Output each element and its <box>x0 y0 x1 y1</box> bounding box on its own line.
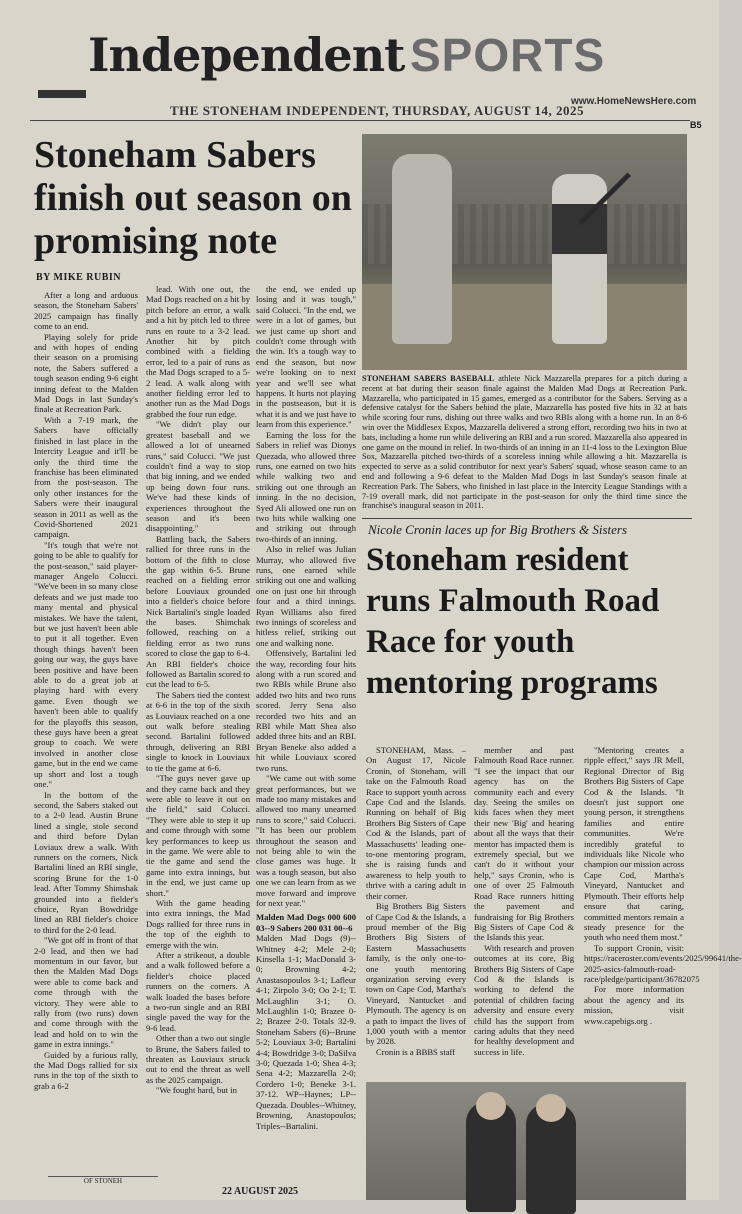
box-score: Malden Mad Dogs (9)--Whitney 4-2; Mele 2-0; Kinsella 1-1; MacDonald 3-0; Browning 4-2; Anastasopoulos 3-1; Lafleur 4-1; Zirpolo 3-0; Oo 2-1; T. McLaughlin 3-1; O. McLaughlin 1-0; Brazee 0-2; Brazee 2-0. Totals 32-9. Stoneham Sabers (6)--Brune 5-2; Louviaux 3-0; Bartalini 4-4; Bowdridge 3-0; DaSilva 3-0; Quezada 1-0; Shea 4-3; Sena 4-2; Mazzarella 2-0; Cordero 1-0; Beneke 3-1. 37-12. WP--Haynes; LP--Quezada. Doubles--Whitney, Browning, Anastopoulos; Triples--Bartalini. <box>256 933 357 1131</box>
paragraph: "We got off in front of that 2-0 lead, and then we had momentum in our favor, but then the Malden Mad Dogs were able to come back and come through with the victory. They were able to rally from (two runs) down and come through with the lead and hold on to win the game in extra innings." <box>34 935 138 1050</box>
paragraph: Playing solely for pride and with hopes of ending their season on a promising note, the Sabers suffered a tough season ending 9-6 eight inning defeat to the Malden Mad Dogs in last Sunday's finale at Recreation Park. <box>34 331 138 415</box>
paragraph: "We fought hard, but in <box>156 1085 237 1096</box>
paragraph: "We came out with some great performances, but we made too many mistakes and allowed too many unearned runs to score," said Colucci. "It has been our problem throughout the season and not being able to win the close games was huge. It was a tough season, but also one we can learn from as we move forward and improve for next year." <box>256 773 356 908</box>
paragraph: For more information about the agency and its mission, visit www.capebigs.org . <box>584 984 684 1026</box>
paragraph: "It's tough that we're not going to be able to qualify for the post-season," said player-manager Angelo Colucci. "We've been in so many close defeats and we just made too many mental and physical mistakes. We have the talent, but we just haven't been able to put it all together. Even though things haven't been going our way, the guys have been positive and have been able to do a great job at playing hard with every game. Even though we haven't been able to qualify for the playoffs this season, these guys have been a great group to coach. We were involved in another close game, but in the end we came up short and lost a tough one." <box>34 539 138 790</box>
runners-photo <box>366 1082 686 1200</box>
story1-headline: Stoneham Sabers finish out season on promising note <box>34 134 352 262</box>
paragraph: "The guys never gave up and they came back and they were able to leave it out on the field," said Colucci. "They were able to step it up and come through with some key performances to keep us in the game. We were able to tie the game and send the game into extra innings, but in the end, we just came up short." <box>146 773 250 898</box>
paragraph: To support Cronin, visit: https://raceroster.com/events/2025/99641/the-2025-asics-falmouth-road-race/pledge/participant/36782075 <box>584 942 742 984</box>
story2-column-1 <box>366 745 466 1057</box>
paragraph: After a strikeout, a double and a walk followed before a fielder's choice placed runners on the corners. A walk loaded the bases before a two-run single and an RBI single paved the way for the 9-6 lead. <box>146 950 250 1033</box>
story2-kicker: Nicole Cronin laces up for Big Brothers & Sisters <box>368 522 628 537</box>
caption-lead: STONEHAM SABERS BASEBALL <box>362 374 495 383</box>
paragraph: "Mentoring creates a ripple effect," says JR Mell, Regional Director of Big Brothers Big Sisters of Cape Cod & the Islands. "It doesn't just support one young person, it strengthens families and entire communities. We're incredibly grateful to individuals like Nicole who champion our mission across Cape Cod, Martha's Vineyard, Nantucket and Plymouth. Their efforts help ensure that caring, committed mentors remain a steady presence for the youth who need them most." <box>584 745 685 943</box>
paragraph: "We didn't play our greatest baseball and we allowed a lot of unearned runs," said Colucci. "We just couldn't find a way to stop that big inning, and we ended up being down four runs. We've had these kinds of experiences throughout the season and it's been disappointing." <box>146 419 250 534</box>
page-number: B5 <box>690 120 702 130</box>
paragraph: After a long and arduous season, the Stoneham Sabers' 2025 campaign has finally come to an end. <box>34 290 138 332</box>
paragraph: member and past Falmouth Road Race runner. "I see the impact that our agency has on the community each and every day. Seeing the smiles on kids faces when they meet their new 'Big' and hearing about all the ways that their mentor has impacted them is extremely special, but we can't do it without your help," says Cronin, who is one of over 25 Falmouth Road Race runners hitting the pavement and fundraising for Big Brothers Big Sisters of Cape Cod & the Islands this year. <box>474 745 574 943</box>
paragraph: In the bottom of the second, the Sabers staked out to a 2-0 lead. Austin Brune lined a single, stole second and third before Dylan Loviaux drew a walk. With runners on the corners, Nick Bartalini lined an RBI single, scoring Brune for the 1-0 lead. After Tommy Shimshak grounded into a fielder's choice, Ryan Bowdridge lined an RBI fielder's choice to third for the 2-0 lead. <box>34 789 138 935</box>
story1-column-3 <box>256 284 356 1131</box>
paragraph: Guided by a furious rally, the Mad Dogs rallied for six runs in the top of the sixth to grab a 6-2 <box>34 1049 138 1091</box>
footer-logo: OF STONEH <box>48 1176 158 1201</box>
paragraph: lead. With one out, the Mad Dogs reached on a hit by pitch before an error, a walk and a hit by pitch led to three runs en route to a 3-2 lead. Another hit by pitch combined with a fielding error, led to a pair of runs as the Mad Dogs scraped to a 5-2 lead. A walk along with another fielding error led to another run as the Mad Dogs grabbed the four run edge. <box>146 284 250 419</box>
paragraph: With the game heading into extra innings, the Mad Dogs rallied for three runs in the top of the eighth to emerge with the win. <box>146 897 250 950</box>
paragraph: Other than a two out single to Brune, the Sabers failed to threaten as Louviaux struck out to end the threat as well as the 2025 campaign. <box>146 1033 250 1085</box>
baseball-photo <box>362 134 687 370</box>
masthead-logo-mark <box>38 90 86 98</box>
paragraph: Earning the loss for the Sabers in relief was Dionys Quezada, who allowed three runs, one earned on two hits while walking two and striking out one through an inning. In the no decision, Syed Ali allowed one run on two hits while walking one and striking out through two-thirds of an inning. <box>256 429 356 544</box>
paragraph: Big Brothers Big Sisters of Cape Cod & the Islands, a proud member of the Big Brothers Big Sisters of Eastern Massachusetts family, is the only one-to-one youth mentoring organization serving every town on Cape Cod, Martha's Vineyard, Nantucket and Plymouth. The agency is on a path to impact the lives of 1,000 youth with a mentor by 2028. <box>366 901 466 1047</box>
caption-text: athlete Nick Mazzarella prepares for a pitch during a recent at bat during their season finale against the Malden Mad Dogs at Recreation Park. Mazzarella, who participated in 15 games, emerged as a contributor for the Sabers. Serving as a defensive catalyst for the Sabers behind the plate, Mazzarella has posted five hits in 32 at bats while scoring four runs, dishing out three walks and two RBIs along with a home run. In an 8-6 win over the Middlesex Expos, Mazzarella delivered a strong effort, recording two hits in two at bats, including a home run while delivering an RBI and a run scored. Mazzarella also appeared in one game on the mound in relief. In two-thirds of an inning in an 11-4 loss to the Lexington Blue Sox, Mazzarella pitched two-thirds of a scoreless inning while allowing a hit. Mazzarella is expected to serve as a solid contributor for next year's Sabers' squad, whose season came to an end and following a 9-6 defeat to the Malden Mad Dogs in last Sunday's season finale at Recreation Park. The Sabers, who finished in last place in the Intercity League Standings with a 7-19 overall mark, did not participate in the post-season for only the third time since the franchise's inaugural season in 2011. <box>362 374 687 511</box>
paragraph: STONEHAM, Mass. – On August 17, Nicole Cronin, of Stoneham, will take on the Falmouth Road Race to support youth across Cape Cod and the Islands. Running on behalf of Big Brothers Big Sisters of Cape Cod & the Islands, part of Massachusetts' leading one-to-one mentoring program, she is raising funds and awareness to help youth to thrive with a caring adult in their corner. <box>366 745 466 901</box>
story1-byline: BY MIKE RUBIN <box>36 272 122 283</box>
masthead-rule <box>30 120 690 121</box>
story2-rule <box>362 518 692 519</box>
paragraph: With a 7-19 mark, the Sabers have officially finished in last place in the Intercity League and it'll be only the third time the franchise has been eliminated from the post-season. The only other instances for the Sabers were their inaugural season in 2011 as well as the Covid-Shortened 2021 campaign. <box>34 414 138 540</box>
paragraph: the end, we ended up losing and it was tough," said Colucci. "In the end, we were in a lot of games, but we just came up short and couldn't come through with the win. It's a tough way to end the season, but now we're looking on to next year and we'll see what happens. It hurts not playing in the postseason, but it is what it is and we just have to learn from this experience." <box>256 284 357 430</box>
story1-column-1 <box>34 290 138 1091</box>
story2-column-2 <box>474 745 574 1057</box>
paragraph: Also in relief was Julian Murray, who allowed five runs, one earned while striking out one and walking one on just one hit through four and a third innings. Ryan Williams also fired two innings of scoreless and hitless relief, striking out one and walking none. <box>256 544 356 648</box>
paragraph: Battling back, the Sabers rallied for three runs in the bottom of the fifth to close the gap within 6-5. Brune reached on a fielding error before Louviaux grounded into a fielder's choice before Nick Bartalini's single loaded the bases. Shimchak followed, reaching on a fielding error as two runs scored to close the gap to 6-4. An RBI fielder's choice followed as Bartalin scored to cut the lead to 6-5. <box>146 533 250 690</box>
story2-column-3 <box>584 745 742 1026</box>
masthead-section: SPORTS <box>410 29 606 81</box>
paragraph: The Sabers tied the contest at 6-6 in the top of the sixth as Louviaux reached on a one out walk before stealing second. Bartalini followed through, delivering an RBI single to knock in Louviaux to tie the game at 6-6. <box>146 689 250 773</box>
story2-headline: Stoneham resident runs Falmouth Road Race for youth mentoring programs <box>366 542 660 701</box>
photo-caption <box>362 374 687 511</box>
paragraph: Offensively, Bartalini led the way, recording four hits along with a run scored and two RBIs while Brune also added two hits and two runs scored. Jerry Sena also recorded two hits and an RBI while Matt Shea also added three hits and an RBI. Bryan Beneke also added a hit while Louviaux scored two runs. <box>256 648 356 773</box>
masthead-title: Independent <box>88 28 405 82</box>
box-score-title: Malden Mad Dogs 000 600 03--9 Sabers 200 031 00--6 <box>256 912 356 933</box>
paragraph: Cronin is a BBBS staff <box>376 1046 456 1057</box>
footer-ad-date: 22 AUGUST 2025 <box>222 1186 298 1197</box>
masthead-dateline: THE STONEHAM INDEPENDENT, THURSDAY, AUGUST 14, 2025 <box>170 103 585 118</box>
paragraph: With research and proven outcomes at its core, Big Brothers Big Sisters of Cape Cod & the Islands is working to defend the potential of children facing adversity and ensure every child has the support from caring adults that they need for healthy development and success in life. <box>474 942 574 1057</box>
masthead-url: www.HomeNewsHere.com <box>571 96 697 107</box>
story1-column-2 <box>146 284 250 1096</box>
